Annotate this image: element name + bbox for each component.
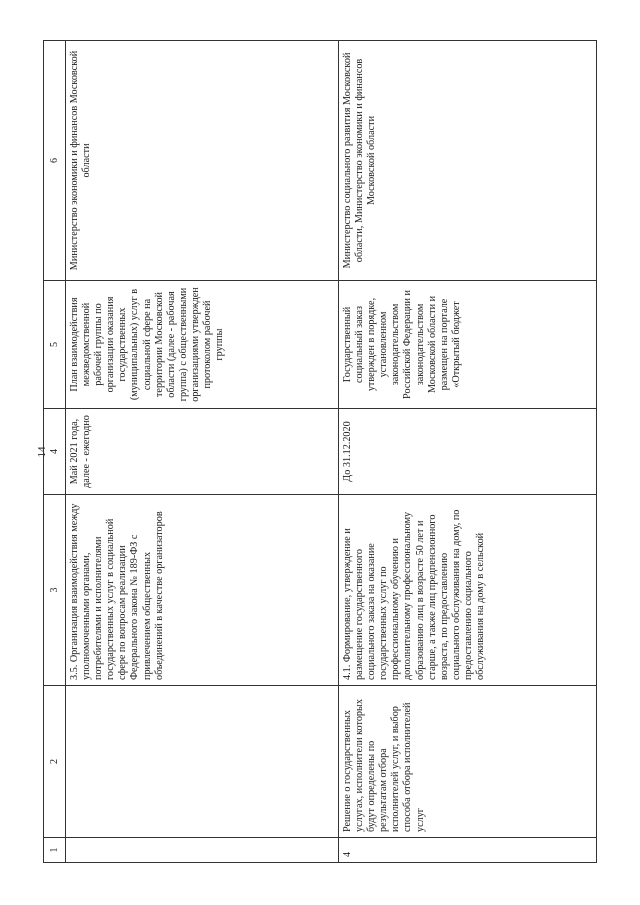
table-row [66, 40, 339, 863]
activity-cell: 3.5. Организация взаимодействия между уполномоченными органами, потребителями и исполнителями государственных услуг в социальной сфере по вопросам реализации Федерального закона № 189-ФЗ с привлечением общественных объединений в качестве организаторов [66, 494, 339, 685]
plan-table [43, 41, 597, 863]
table-row [339, 40, 597, 863]
result-cell: План взаимодействия межведомственной рабочей группы по организации оказания государственных (муниципальных) услуг в социальной сфере на территории Московской области (далее - рабочая группа) с общественными организациями утвержден протоколом рабочей группы [66, 280, 339, 408]
header-col-5: 5 [43, 280, 66, 408]
header-col-3: 3 [43, 494, 66, 685]
header-col-2: 2 [43, 685, 66, 837]
row-number: 4 [339, 837, 597, 862]
deadline-cell: Май 2021 года, далее - ежегодно [66, 408, 339, 494]
task-cell [66, 685, 339, 837]
task-cell: Решение о государственных услугах, исполнители которых будут определены по результатам отбора исполнителей услуг, и выбор способа отбора исполнителей услуг [339, 685, 597, 837]
responsible-cell: Министерство социального развития Московской области, Министерство экономики и финансов Московской области [339, 40, 597, 280]
responsible-cell: Министерство экономики и финансов Московской области [66, 40, 339, 280]
deadline-cell: До 31.12.2020 [339, 408, 597, 494]
header-col-1: 1 [43, 837, 66, 862]
activity-cell: 4.1. Формирование, утверждение и размещение государственного социального заказа на оказание государственных услуг по профессиональному обучению и дополнительному профессиональному образованию лиц в возрасте 50 лет и старше, а также лиц предпенсионного возраста, по предоставлению социального обслуживания на дому, по предоставлению социального обслуживания на дому в сельской [339, 494, 597, 685]
page-number: 14 [36, 446, 48, 458]
row-number [66, 837, 339, 862]
header-col-4: 4 [43, 408, 66, 494]
result-cell: Государственный социальный заказ утвержден в порядке, установленном законодательством Российской Федерации и законодательством Московской области и размещен на портале «Открытый бюджет [339, 280, 597, 408]
header-col-6: 6 [43, 40, 66, 280]
table-header-row [43, 40, 66, 863]
